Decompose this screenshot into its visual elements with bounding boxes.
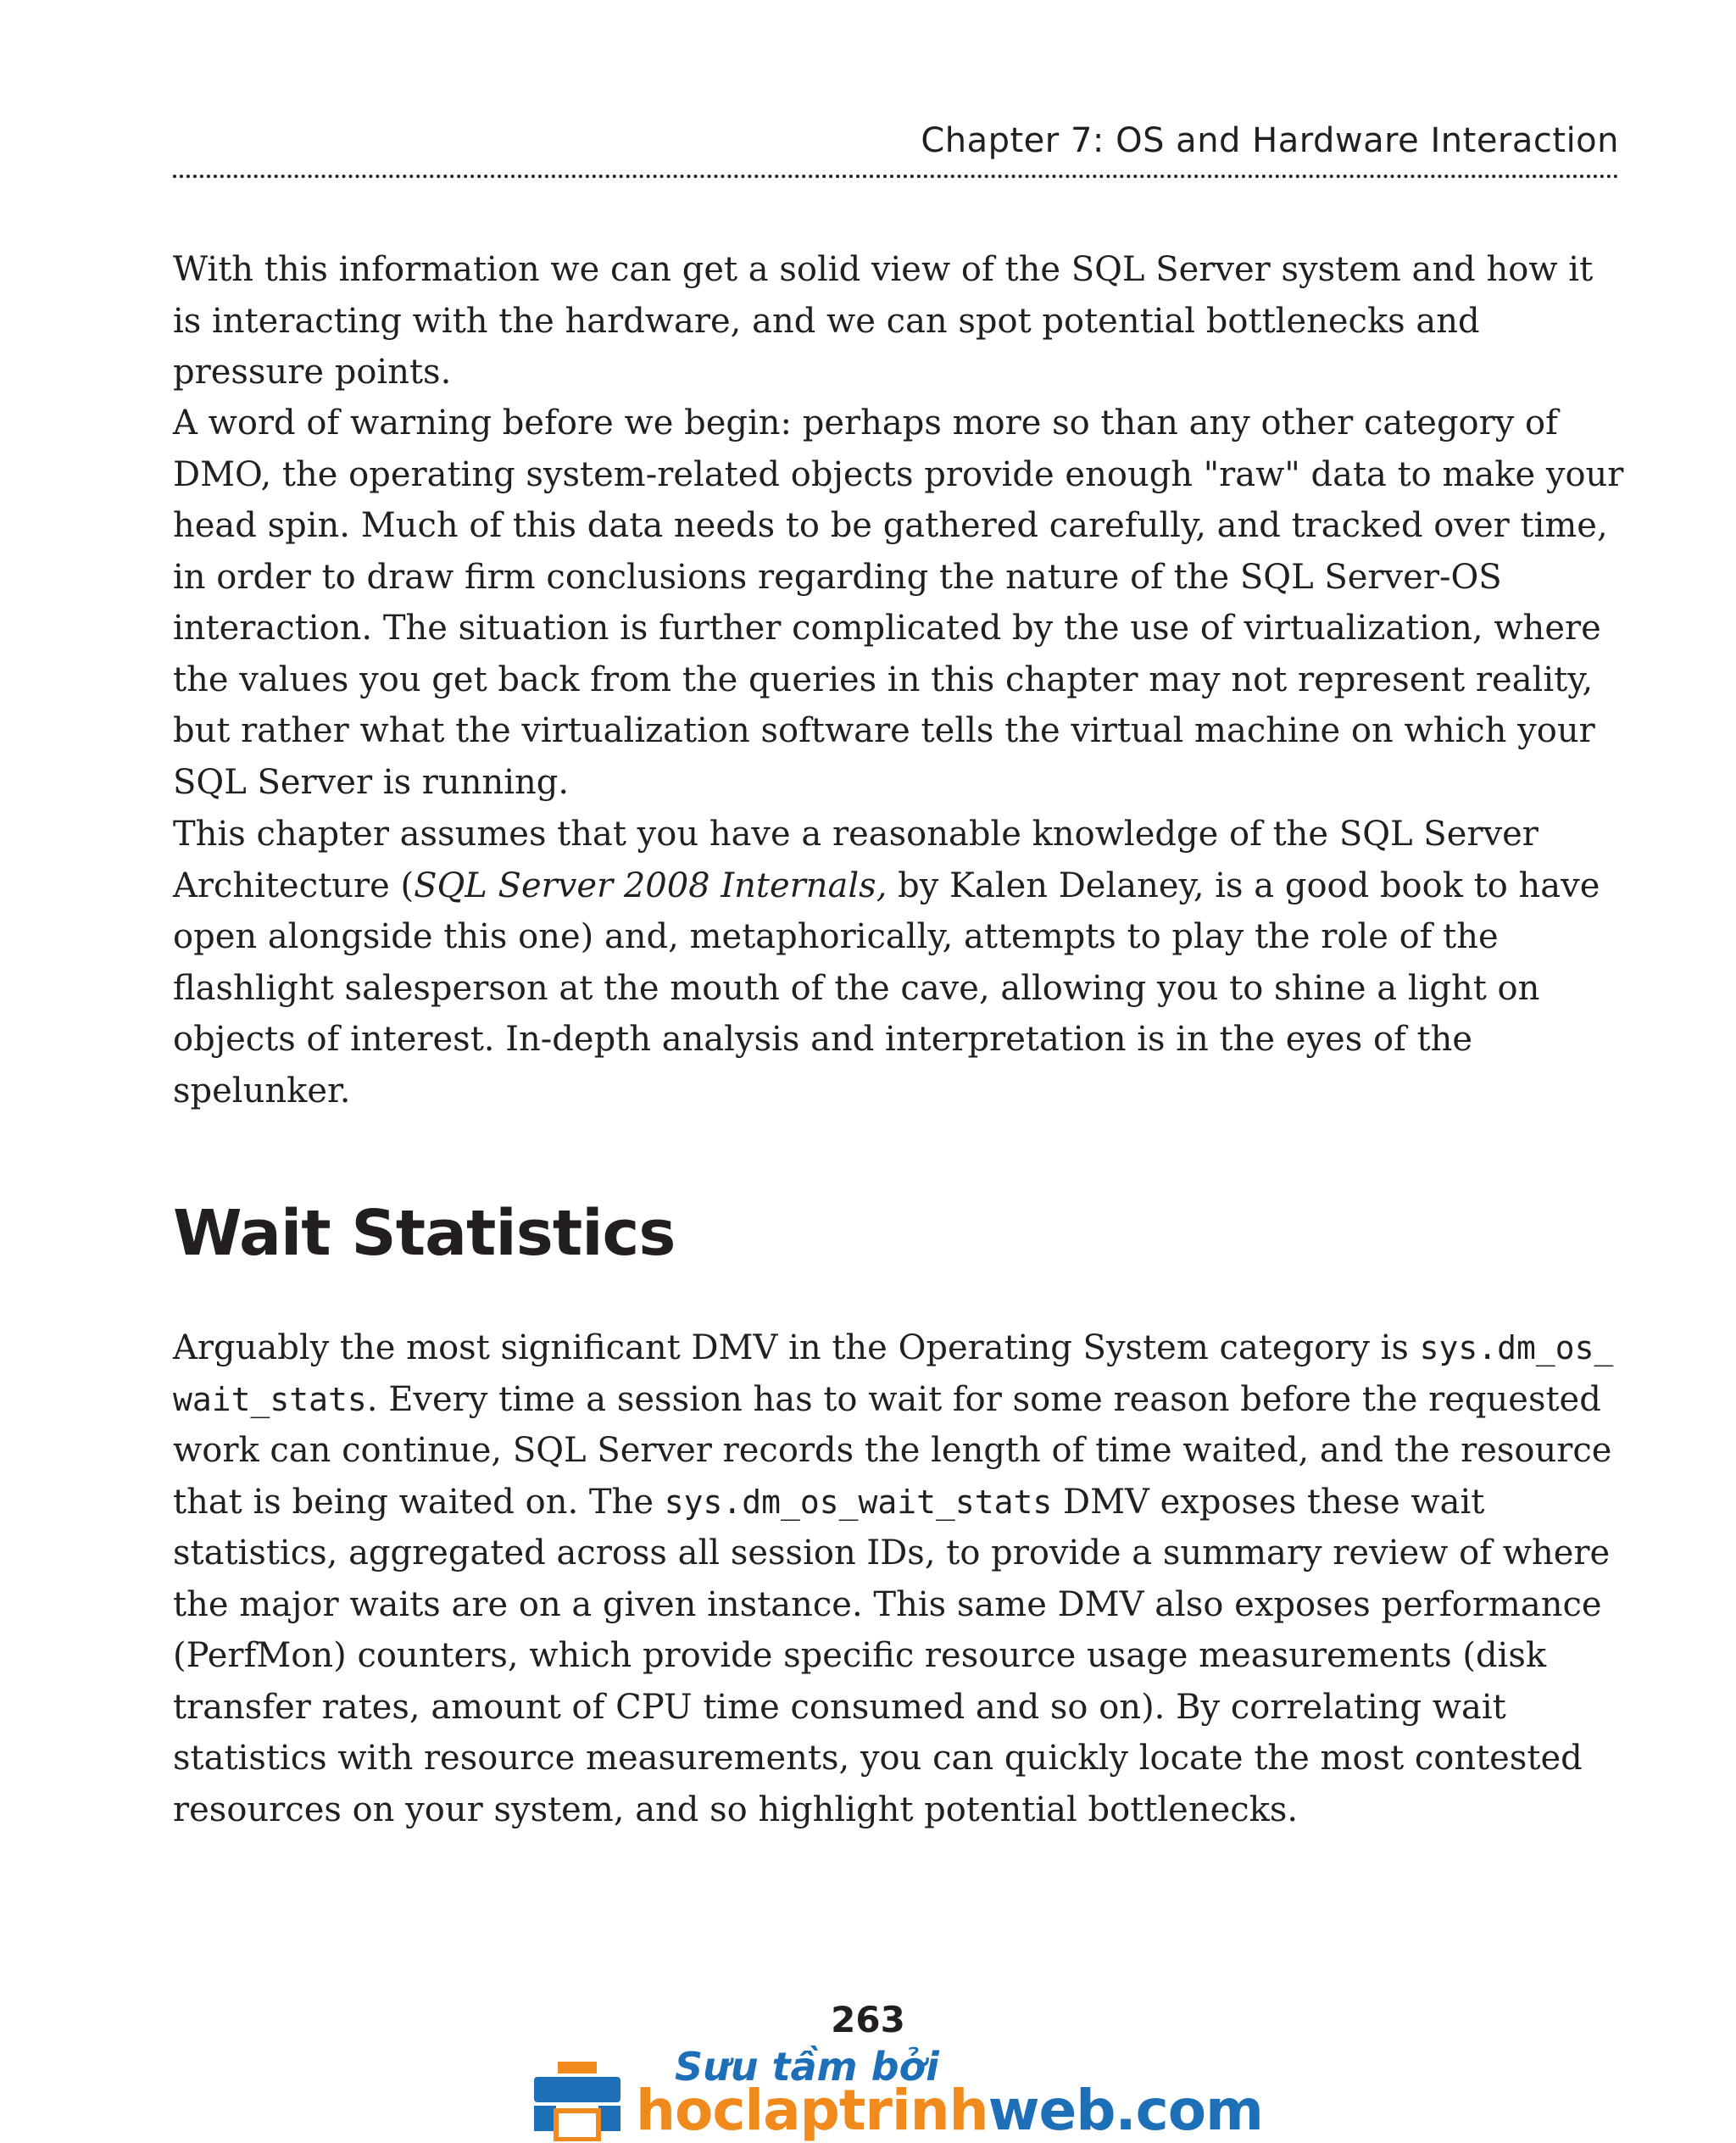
paragraph-4-text-b: . Every time a session has to wait for some reason before the requested work can continue, SQL Server records the length of time waited, and the resource that is being waited on. The (173, 1379, 1612, 1522)
printer-logo-icon (531, 2062, 624, 2141)
dotted-rule (173, 175, 1619, 178)
paragraph-4-text-c: DMV exposes these wait statistics, aggregated across all session IDs, to provide a summary review of where the major waits are on a given instance. This same DMV also exposes performance (PerfMon) counters, which provide specific resource usage measurements (disk transfer rates, amount of CPU time consumed and so on). By correlating wait statistics with resource measurements, you can quickly locate the most contested resources on your system, and so highlight potential bottlenecks. (173, 1482, 1611, 1829)
watermark-part-2: web.com (988, 2078, 1263, 2143)
paragraph-3-text-a: This chapter assumes that you have a reasonable knowledge of the SQL Server Architecture ( (173, 815, 1538, 905)
running-head: Chapter 7: OS and Hardware Interaction (921, 121, 1619, 160)
watermark-top-text: Sưu tầm bởi (675, 2044, 939, 2090)
paragraph-1: With this information we can get a solid view of the SQL Server system and how it is interacting with the hardware, and we can spot potential bottlenecks and pressure points. (173, 250, 1594, 392)
book-title: SQL Server 2008 Internals, (414, 866, 887, 905)
section-heading: Wait Statistics (173, 1197, 676, 1270)
watermark-part-1: hoclaptrinh (636, 2078, 988, 2143)
paragraph-3 (173, 809, 1631, 1116)
code-dmv-name-2: sys.dm_os_wait_stats (664, 1483, 1053, 1521)
paragraph-4-text-a: Arguably the most significant DMV in the Operating System category is (173, 1328, 1420, 1367)
watermark (531, 2043, 1263, 2143)
code-dmv-name: sys.dm_os_ wait_stats (173, 1329, 1614, 1418)
paragraph-3-text-b: by Kalen Delaney, is a good book to have open alongside this one) and, metaphorically, attempts to play the role of the flashlight salesperson at the mouth of the cave, allowing you to shine a light on objects of interest. In-depth analysis and interpretation is in the eyes of the spelunker. (173, 866, 1600, 1110)
paragraph-4 (173, 1322, 1631, 1835)
watermark-site (636, 2079, 1263, 2143)
page-number: 263 (831, 1999, 905, 2040)
paragraph-2: A word of warning before we begin: perhaps more so than any other category of DMO, the operating system-related objects provide enough "raw" data to make your head spin. Much of this data needs to be gathered carefully, and tracked over time, in order to draw firm conclusions regarding the nature of the SQL Server-OS interaction. The situation is further complicated by the use of virtualization, where the values you get back from the queries in this chapter may not represent reality, but rather what the virtualization software tells the virtual machine on which your SQL Server is running. (173, 404, 1624, 802)
